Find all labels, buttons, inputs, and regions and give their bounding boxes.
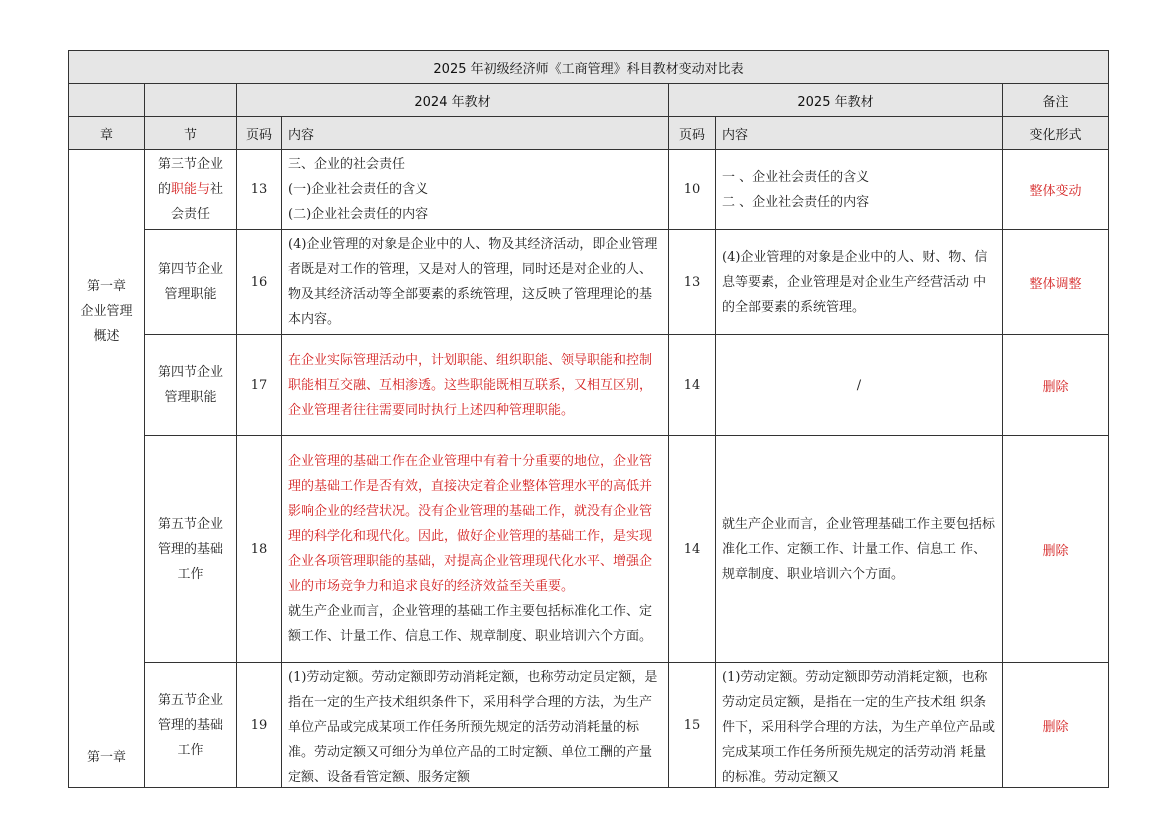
blank-header-cell bbox=[145, 84, 237, 117]
table-row bbox=[69, 150, 1109, 230]
page-2025: 14 bbox=[669, 335, 716, 436]
content-2025: (1)劳动定额。劳动定额即劳动消耗定额，也称劳动定员定额，是指在一定的生产技术组 织条件下，采用科学合理的方法，为生产单位产品或完成某项工作任务所预先规定的活劳动消 耗量的标准。劳动定额又 bbox=[716, 663, 1003, 788]
change-form: 整体变动 bbox=[1003, 150, 1109, 230]
col-header-chapter: 章 bbox=[69, 117, 145, 150]
chapter-next-label: 第一章 bbox=[86, 750, 126, 765]
page-2025: 10 bbox=[669, 150, 716, 230]
content-2025: / bbox=[716, 335, 1003, 436]
section-cell: 第四节企业 管理职能 bbox=[145, 230, 237, 335]
page-2024: 13 bbox=[237, 150, 282, 230]
section-cell: 第三节企业 的职能与社 会责任 bbox=[145, 150, 237, 230]
content-2025: 一 、企业社会责任的含义 二 、企业社会责任的内容 bbox=[716, 150, 1003, 230]
change-form: 删除 bbox=[1003, 663, 1109, 788]
comparison-sheet bbox=[68, 50, 1108, 788]
section-cell: 第五节企业 管理的基础 工作 bbox=[145, 436, 237, 663]
blank-header-cell bbox=[69, 84, 145, 117]
deleted-text: 企业管理的基础工作在企业管理中有着十分重要的地位，企业管理的基础工作是否有效，直接决定着企业整体管理水平的高低并影响企业的经营状况。没有企业管理的基础工作，就没有企业管理的科学化和现代化。因此，做好企业管理的基础工作，是实现企业各项管理职能的基础，对提高企业管理现代化水平、增强企业的市场竞争力和追求良好的经济效益至关重要。 bbox=[288, 454, 653, 594]
col-header-change-form: 变化形式 bbox=[1003, 117, 1109, 150]
content-2025: 就生产企业而言，企业管理基础工作主要包括标准化工作、定额工作、计量工作、信息工 作、规章制度、职业培训六个方面。 bbox=[716, 436, 1003, 663]
table-row bbox=[69, 663, 1109, 788]
chapter-cell bbox=[69, 150, 145, 788]
change-form: 整体调整 bbox=[1003, 230, 1109, 335]
header-2025-textbook: 2025 年教材 bbox=[669, 84, 1003, 117]
content-2024: (4)企业管理的对象是企业中的人、物及其经济活动，即企业管理者既是对工作的管理，又是对人的管理，同时还是对企业的人、物及其经济活动等全部要素的系统管理，这反映了管理理论的基本内容。 bbox=[282, 230, 669, 335]
section-cell: 第四节企业 管理职能 bbox=[145, 335, 237, 436]
page-2025: 14 bbox=[669, 436, 716, 663]
chapter-1-label: 第一章 企业管理 概述 bbox=[80, 279, 133, 344]
table-row bbox=[69, 230, 1109, 335]
change-form: 删除 bbox=[1003, 436, 1109, 663]
page-2024: 18 bbox=[237, 436, 282, 663]
page-2024: 17 bbox=[237, 335, 282, 436]
header-2024-textbook: 2024 年教材 bbox=[237, 84, 669, 117]
content-2024: 在企业实际管理活动中，计划职能、组织职能、领导职能和控制职能相互交融、互相渗透。这些职能既相互联系，又相互区别，企业管理者往往需要同时执行上述四种管理职能。 bbox=[282, 335, 669, 436]
table-title: 2025 年初级经济师《工商管理》科目教材变动对比表 bbox=[69, 51, 1109, 84]
table-row bbox=[69, 335, 1109, 436]
page-2024: 16 bbox=[237, 230, 282, 335]
kept-text: 就生产企业而言，企业管理的基础工作主要包括标准化工作、定额工作、计量工作、信息工作、规章制度、职业培训六个方面。 bbox=[288, 604, 653, 644]
header-remark: 备注 bbox=[1003, 84, 1109, 117]
change-form: 删除 bbox=[1003, 335, 1109, 436]
comparison-table bbox=[68, 50, 1109, 788]
content-2025: (4)企业管理的对象是企业中的人、财、物、信息等要素，企业管理是对企业生产经营活动 中的全部要素的系统管理。 bbox=[716, 230, 1003, 335]
table-row bbox=[69, 436, 1109, 663]
col-header-page-2024: 页码 bbox=[237, 117, 282, 150]
col-header-content-2025: 内容 bbox=[716, 117, 1003, 150]
page-2025: 15 bbox=[669, 663, 716, 788]
col-header-section: 节 bbox=[145, 117, 237, 150]
content-2024: 三、企业的社会责任 (一)企业社会责任的含义 (二)企业社会责任的内容 bbox=[282, 150, 669, 230]
page-2024: 19 bbox=[237, 663, 282, 788]
col-header-content-2024: 内容 bbox=[282, 117, 669, 150]
highlighted-text: 职能与 bbox=[170, 182, 210, 197]
col-header-page-2025: 页码 bbox=[669, 117, 716, 150]
content-2024: (1)劳动定额。劳动定额即劳动消耗定额，也称劳动定员定额，是指在一定的生产技术组织条件下，采用科学合理的方法，为生产单位产品或完成某项工作任务所预先规定的活劳动消耗量的标准。劳动定额又可细分为单位产品的工时定额、单位工酬的产量定额、设备看管定额、服务定额 bbox=[282, 663, 669, 788]
content-2024 bbox=[282, 436, 669, 663]
section-cell: 第五节企业 管理的基础 工作 bbox=[145, 663, 237, 788]
page-2025: 13 bbox=[669, 230, 716, 335]
